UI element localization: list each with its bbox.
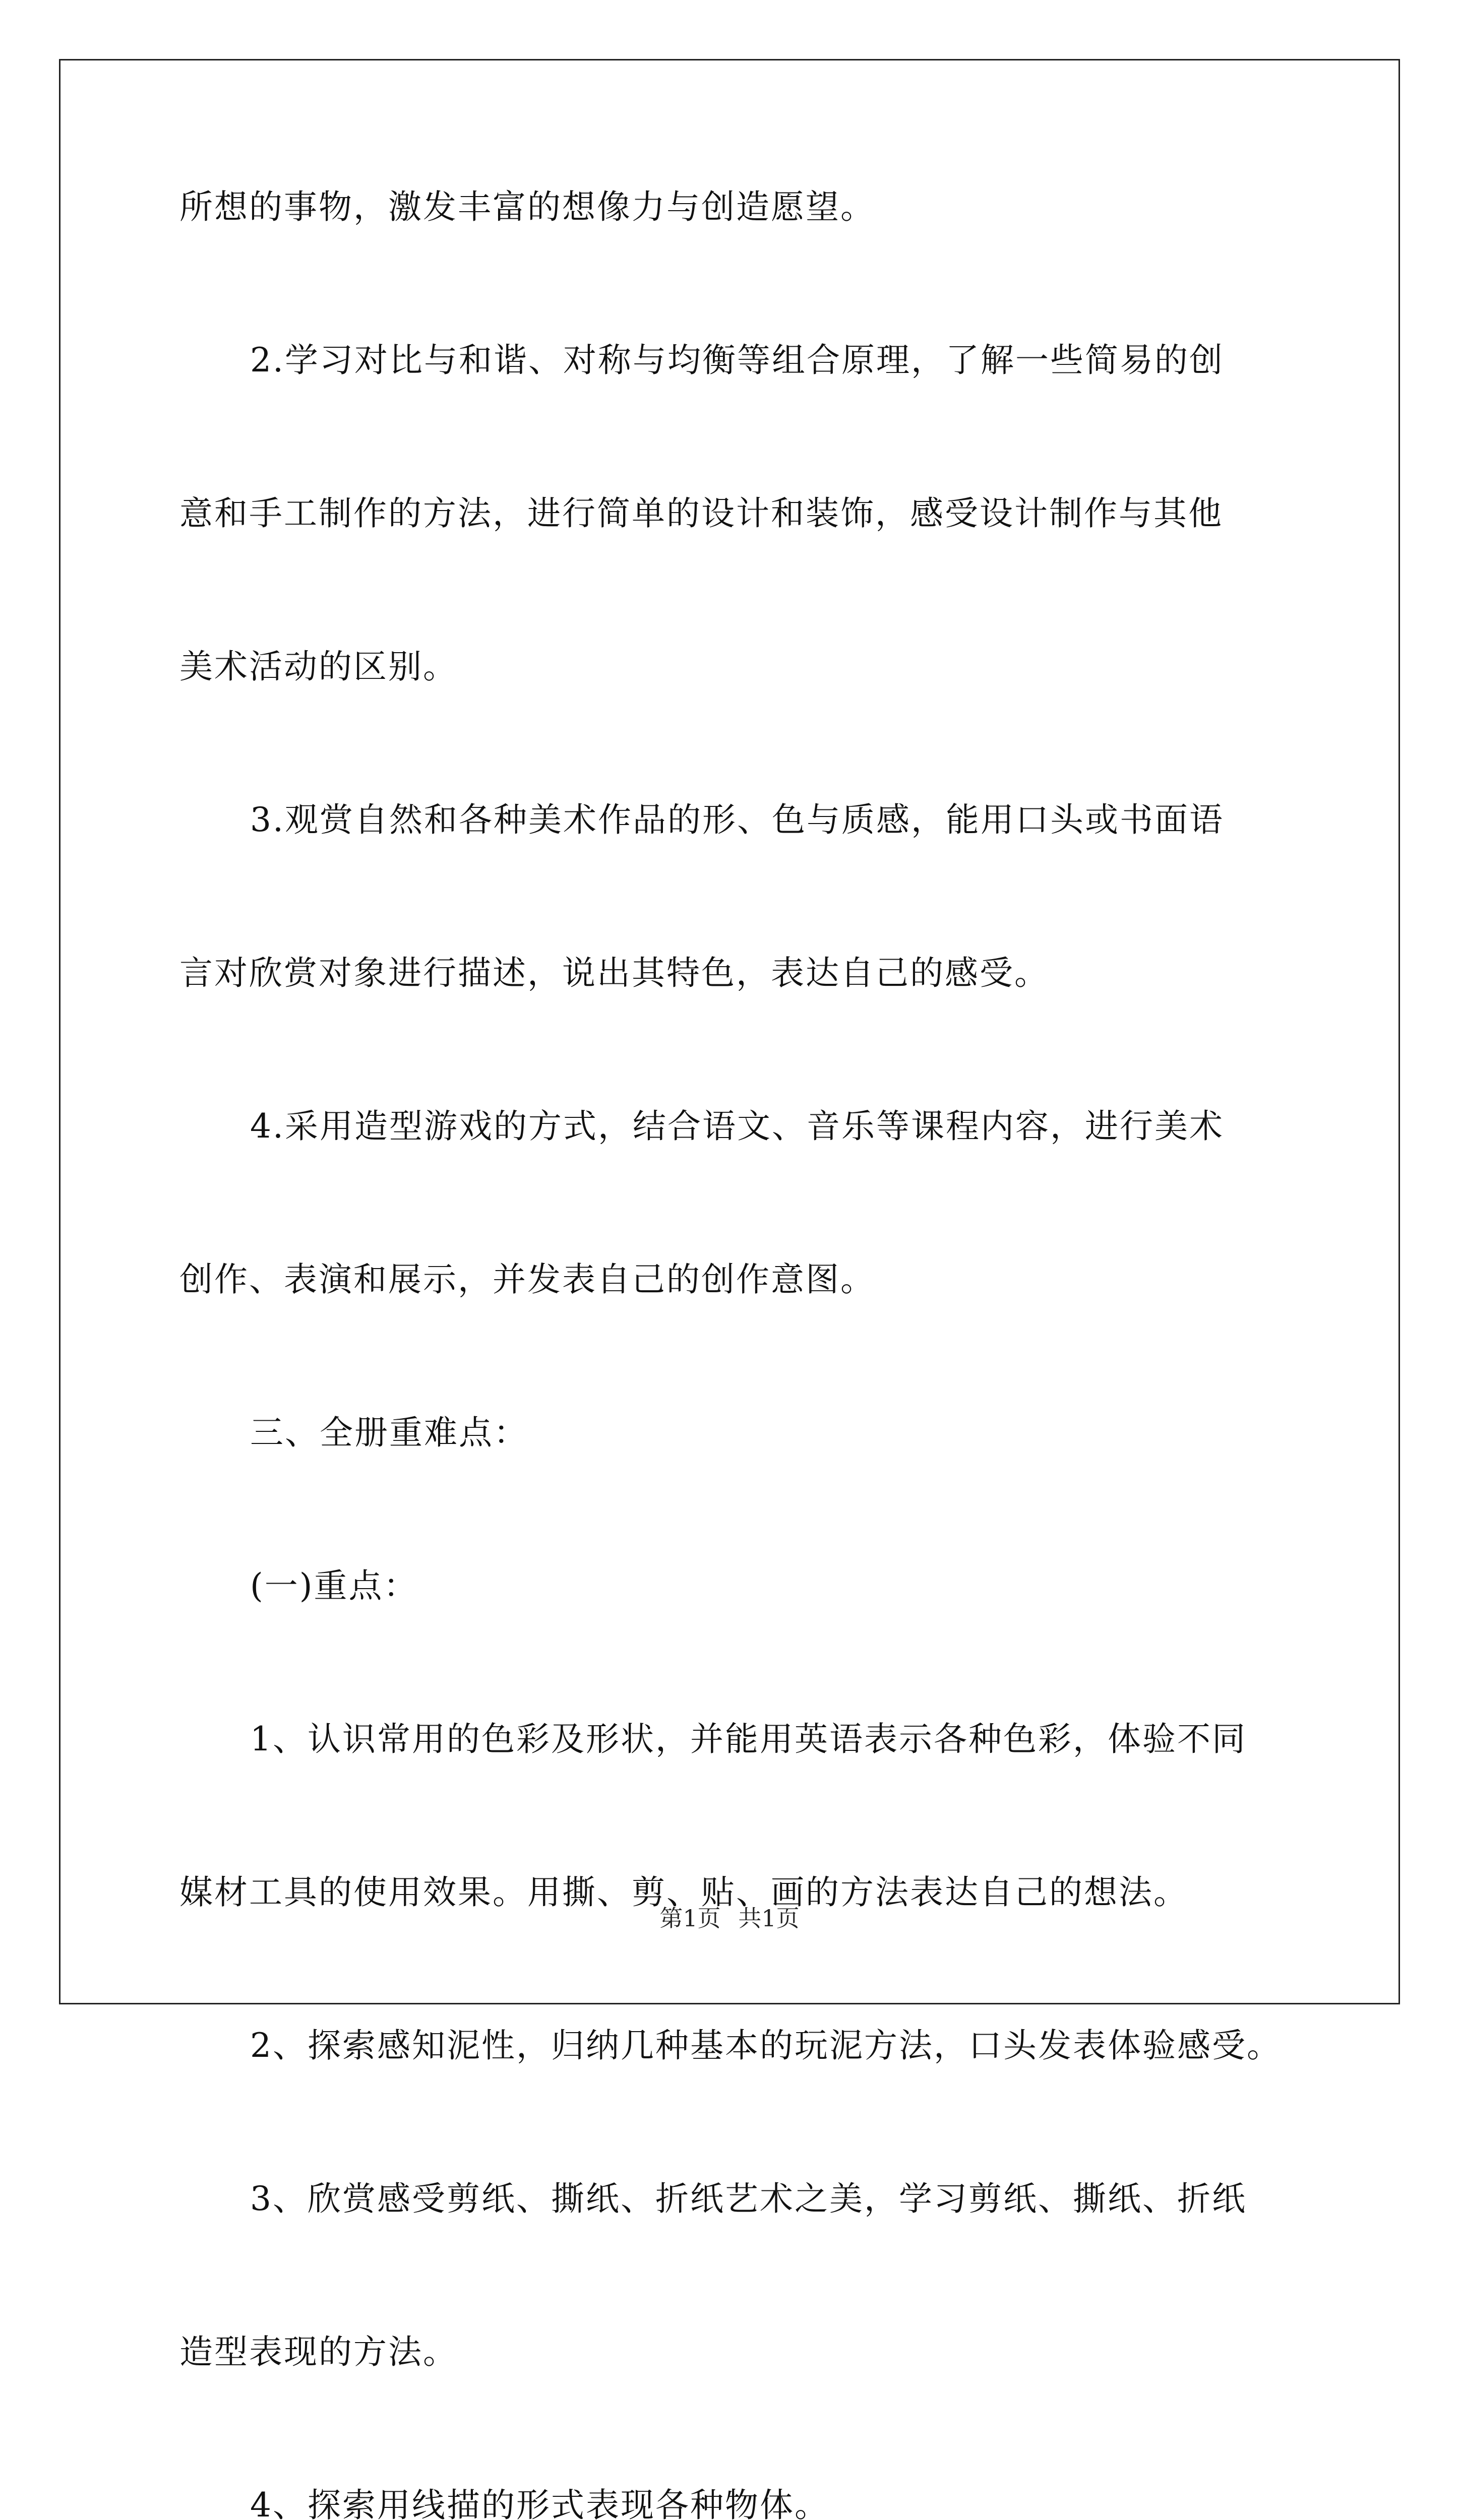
text-line: 媒材工具的使用效果。用撕、剪、贴、画的方法表达自己的想法。 bbox=[179, 1873, 1188, 1912]
text-line: 言对欣赏对象进行描述，说出其特色，表达自己的感受。 bbox=[179, 954, 1049, 992]
text-line: 美术活动的区别。 bbox=[179, 647, 458, 686]
section-heading: 三、全册重难点： bbox=[250, 1413, 528, 1452]
text-line: 造型表现的方法。 bbox=[179, 2333, 458, 2371]
text-line: 2.学习对比与和谐、对称与均衡等组合原理，了解一些简易的创 bbox=[250, 341, 1224, 380]
subsection-heading: (一)重点： bbox=[250, 1566, 418, 1605]
total-pages-label: 共1页 bbox=[738, 1905, 800, 1932]
document-body bbox=[179, 188, 1289, 2520]
text-line: 3.观赏自然和各种美术作品的形、色与质感，能用口头或书面语 bbox=[250, 800, 1224, 839]
current-page-label: 第1页 bbox=[659, 1905, 721, 1932]
text-line: 意和手工制作的方法，进行简单的设计和装饰，感受设计制作与其他 bbox=[179, 494, 1223, 533]
text-line: 1、认识常用的色彩及形状，并能用英语表示各种色彩，体验不同 bbox=[250, 1720, 1247, 1758]
page-footer bbox=[0, 1904, 1459, 1932]
text-line: 创作、表演和展示，并发表自己的创作意图。 bbox=[179, 1260, 875, 1299]
text-line: 2、探索感知泥性，归纳几种基本的玩泥方法，口头发表体验感受。 bbox=[250, 2026, 1282, 2065]
text-line: 4.采用造型游戏的方式，结合语文、音乐等课程内容，进行美术 bbox=[250, 1107, 1224, 1146]
text-line: 所想的事物，激发丰富的想像力与创造愿望。 bbox=[179, 187, 875, 226]
text-line: 4、探索用线描的形式表现各种物体。 bbox=[250, 2486, 829, 2520]
text-line: 3、欣赏感受剪纸、撕纸、折纸艺术之美，学习剪纸、撕纸、折纸 bbox=[250, 2179, 1247, 2218]
